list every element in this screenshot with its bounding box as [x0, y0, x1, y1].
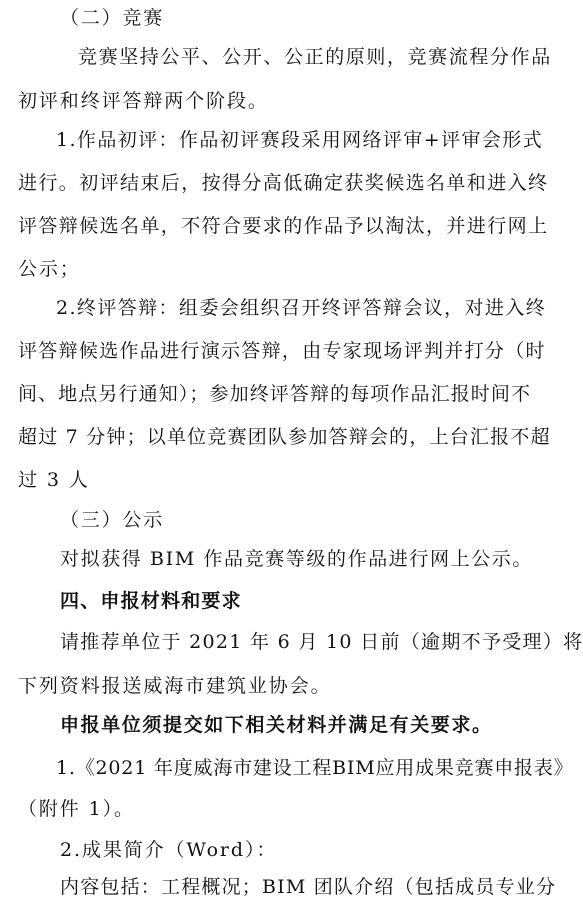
subsection-heading-publicity: （三）公示: [60, 509, 165, 531]
paragraph-line: 公示；: [18, 258, 81, 280]
paragraph-line: 1.作品初评：作品初评赛段采用网络评审+评审会形式: [56, 129, 544, 151]
paragraph-line: 1.《2021 年度威海市建设工程BIM应用成果竞赛申报表》: [56, 757, 574, 779]
subsection-heading-competition: （二）竞赛: [60, 7, 165, 29]
section-heading-materials: 四、申报材料和要求: [60, 590, 242, 612]
paragraph-line: 下列资料报送威海市建筑业协会。: [18, 675, 332, 697]
paragraph-line: （附件 1）。: [18, 798, 135, 820]
paragraph-line: 进行。初评结束后，按得分高低确定获奖候选名单和进入终: [18, 172, 549, 194]
paragraph-line: 对拟获得 BIM 作品竞赛等级的作品进行网上公示。: [60, 548, 534, 570]
paragraph-line: 间、地点另行通知）；参加终评答辩的每项作品汇报时间不: [18, 383, 532, 405]
paragraph-line: 内容包括：工程概况；BIM 团队介绍（包括成员专业分: [60, 876, 557, 898]
paragraph-line: 请推荐单位于 2021 年 6 月 10 日前（逾期不予受理）将: [60, 631, 583, 653]
paragraph-line: 竞赛坚持公平、公开、公正的原则，竞赛流程分作品: [78, 46, 552, 68]
paragraph-line: 过 3 人: [18, 469, 90, 491]
paragraph-line: 评答辩候选名单，不符合要求的作品予以淘汰，并进行网上: [18, 215, 549, 237]
paragraph-line: 超过 7 分钟；以单位竞赛团队参加答辩会的，上台汇报不超: [18, 426, 551, 448]
paragraph-line: 评答辩候选作品进行演示答辩，由专家现场评判并打分（时: [18, 340, 546, 362]
paragraph-line: 初评和终评答辩两个阶段。: [18, 90, 269, 112]
paragraph-line: 2.成果简介（Word）：: [60, 839, 278, 861]
paragraph-line-emphasis: 申报单位须提交如下相关材料并满足有关要求。: [60, 714, 493, 736]
paragraph-line: 2.终评答辩：组委会组织召开终评答辩会议，对进入终: [56, 297, 547, 319]
